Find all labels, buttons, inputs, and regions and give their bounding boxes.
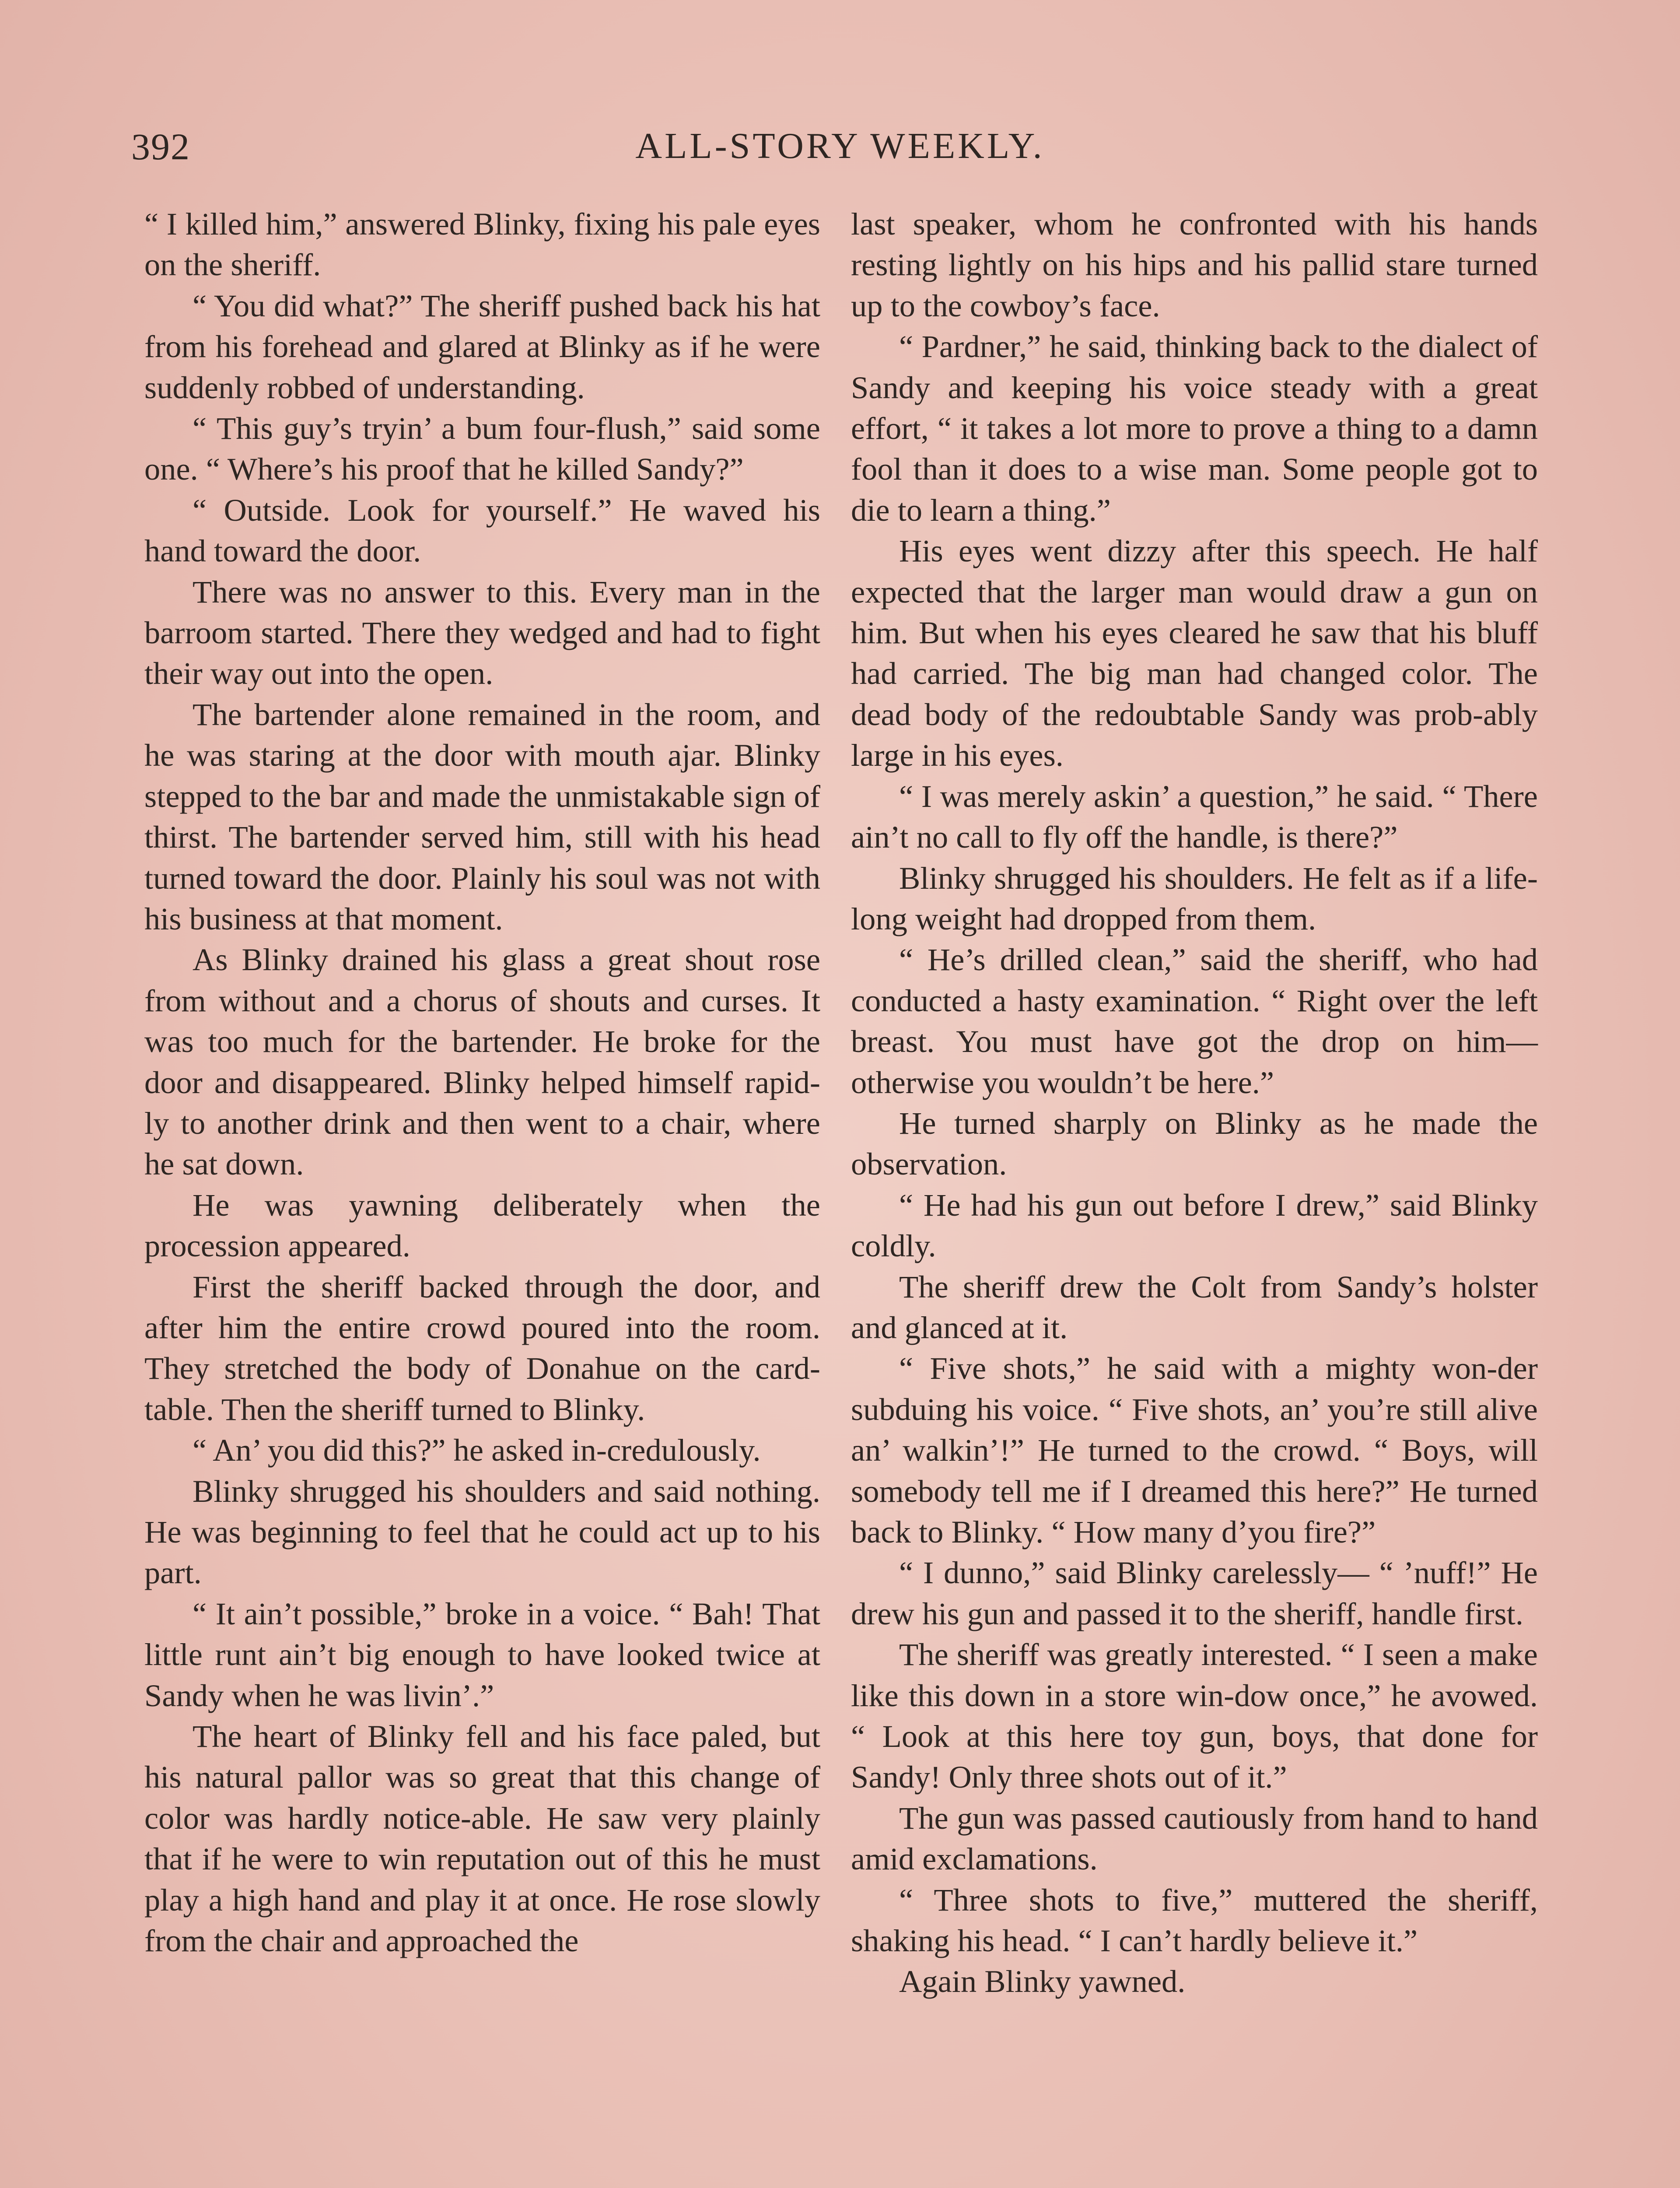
paragraph: “ Pardner,” he said, thinking back to the dialect of Sandy and keeping his voice steady with a great effort, “ it takes a lot more to prove a thing to a damn fool than it does to a wise man. Some people got to die to learn a thing.” — [851, 329, 1538, 528]
paragraph: He turned sharply on Blinky as he made the observation. — [851, 1105, 1538, 1182]
right-column — [851, 203, 1538, 2188]
paragraph: “ You did what?” The sheriff pushed back his hat from his forehead and glared at Blinky as if he were suddenly robbed of understanding. — [144, 288, 820, 405]
paragraph: The sheriff drew the Colt from Sandy’s holster and glanced at it. — [851, 1269, 1538, 1345]
paragraph: last speaker, whom he confronted with his hands resting lightly on his hips and his pallid stare turned up to the cowboy’s face. — [851, 206, 1538, 323]
paragraph: His eyes went dizzy after this speech. He half expected that the larger man would draw a gun on him. But when his eyes cleared he saw that his bluff had carried. The big man had changed color. The dead body of the redoubtable Sandy was prob-ably large in his eyes. — [851, 533, 1538, 773]
paragraph: He was yawning deliberately when the procession appeared. — [144, 1187, 820, 1264]
page-header — [131, 125, 1549, 177]
page-number: 392 — [131, 126, 190, 168]
running-title: ALL-STORY WEEKLY. — [635, 126, 1045, 166]
paragraph: The heart of Blinky fell and his face paled, but his natural pallor was so great that this change of color was hardly notice-able. He saw very plainly that if he were to win reputation out of this he must play a high hand and play it at once. He rose slowly from the chair and approached the — [144, 1718, 820, 1959]
paragraph: “ Outside. Look for yourself.” He waved his hand toward the door. — [144, 492, 820, 569]
paragraph: “ Three shots to five,” muttered the sheriff, shaking his head. “ I can’t hardly believe it.” — [851, 1882, 1538, 1959]
paragraph: The bartender alone remained in the room, and he was staring at the door with mouth ajar. Blinky stepped to the bar and made the unmistakable sign of thirst. The bartender served him, still with his head turned toward the door. Plainly his soul was not with his business at that moment. — [144, 696, 820, 936]
paragraph: “ I dunno,” said Blinky carelessly— “ ’nuff!” He drew his gun and passed it to the sheriff, handle first. — [851, 1555, 1538, 1631]
paragraph: There was no answer to this. Every man in the barroom started. There they wedged and had to fight their way out into the open. — [144, 574, 820, 691]
paragraph: “ An’ you did this?” he asked in-credulously. — [192, 1432, 761, 1468]
paragraph: “ It ain’t possible,” broke in a voice. “ Bah! That little runt ain’t big enough to have looked twice at Sandy when he was livin’.” — [144, 1595, 820, 1713]
paragraph: Again Blinky yawned. — [899, 1964, 1186, 1999]
paragraph: “ He had his gun out before I drew,” said Blinky coldly. — [851, 1187, 1538, 1264]
paragraph: Blinky shrugged his shoulders and said nothing. He was beginning to feel that he could act up to his part. — [144, 1473, 820, 1591]
paragraph: “ He’s drilled clean,” said the sheriff, who had conducted a hasty examination. “ Right over the left breast. You must have got the drop on him—otherwise you wouldn’t be here.” — [851, 942, 1538, 1100]
left-column — [144, 203, 820, 2188]
paragraph: “ This guy’s tryin’ a bum four-flush,” said some one. “ Where’s his proof that he killed Sandy?” — [144, 410, 820, 487]
paragraph: The gun was passed cautiously from hand to hand amid exclamations. — [851, 1800, 1538, 1877]
paragraph: First the sheriff backed through the door, and after him the entire crowd poured into the room. They stretched the body of Donahue on the card-table. Then the sheriff turned to Blinky. — [144, 1269, 820, 1427]
paragraph: “ Five shots,” he said with a mighty won-der subduing his voice. “ Five shots, an’ you’re still alive an’ walkin’!” He turned to the crowd. “ Boys, will somebody tell me if I dreamed this here?” He turned back to Blinky. “ How many d’you fire?” — [851, 1350, 1538, 1550]
paragraph: The sheriff was greatly interested. “ I seen a make like this down in a store win-dow once,” he avowed. “ Look at this here toy gun, boys, that done for Sandy! Only three shots out of it.” — [851, 1637, 1538, 1795]
paragraph: Blinky shrugged his shoulders. He felt as if a life-long weight had dropped from them. — [851, 860, 1538, 936]
paragraph: As Blinky drained his glass a great shout rose from without and a chorus of shouts and curses. It was too much for the bartender. He broke for the door and disappeared. Blinky helped himself rapid-ly to another drink and then went to a chair, where he sat down. — [144, 942, 820, 1182]
paragraph: “ I was merely askin’ a question,” he said. “ There ain’t no call to fly off the handle, is there?” — [851, 778, 1538, 855]
paragraph: “ I killed him,” answered Blinky, fixing his pale eyes on the sheriff. — [144, 206, 820, 283]
